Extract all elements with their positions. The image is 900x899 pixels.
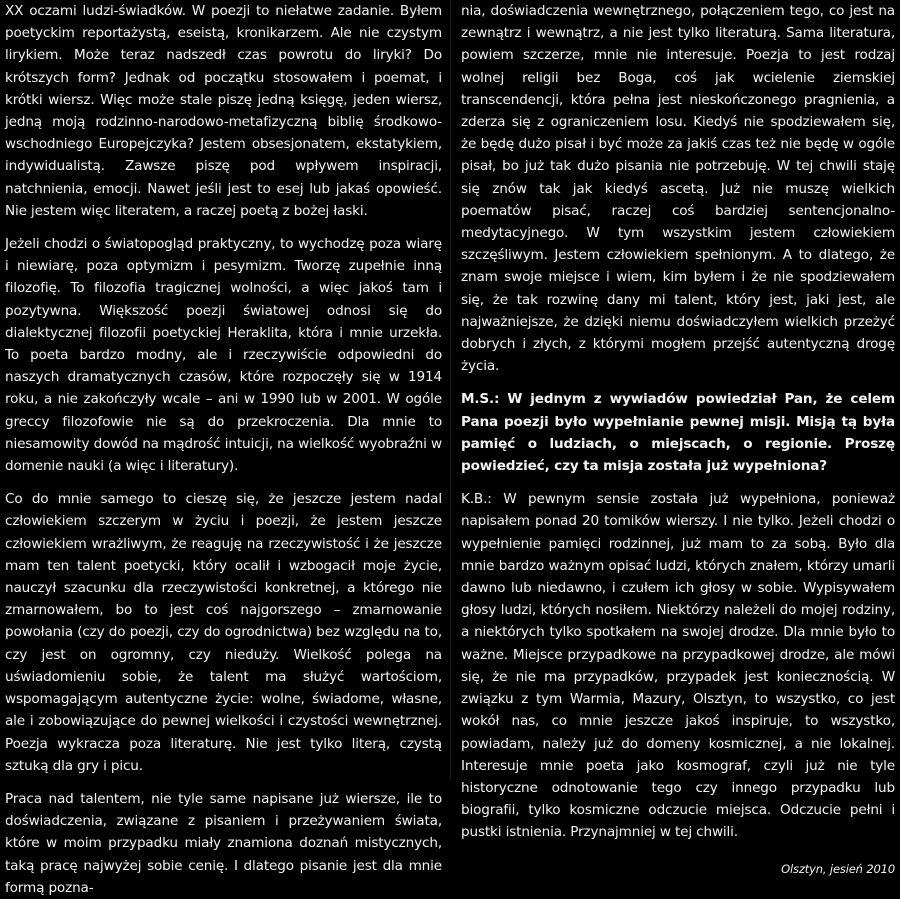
paragraph-continuation: nia, doświadczenia wewnętrznego, połączeniem tego, co jest na zewnątrz i wewnątrz, a nie jest tylko literaturą. Sama literatura, powiem szczerze, mnie nie interesuje. Poezja to jest rodzaj wolnej religii bez Boga, coś jak wcielenie ziemskiej transcendencji, która pełna jest nieskończonego pragnienia, a zderza się z ograniczeniem losu. Kiedyś nie spodziewałem się, że będę dużo pisał i być może za jakiś czas też nie będę w ogóle pisał, bo już tak dużo pisania nie potrzebuję. W tej chwili staję się znów tak jak kiedyś ascetą. Już nie muszę wielkich poematów pisać, raczej coś bardziej sentencjonalno-medytacyjnego. W tym wszystkim jestem człowiekiem szczęśliwym. Jestem człowiekiem spełnionym. A to dlatego, że znam swoje miejsce i wiem, kim byłem i że nie spodziewałem się, że tak rozwinę dany mi talent, który jest, jaki jest, ale najważniejsze, że dzięki niemu doświadczyłem wielkich przeżyć dobrych i złych, z którymi mogłem przejść autentyczną drogę życia. [461, 3, 895, 375]
paragraph: Co do mnie samego to cieszę się, że jeszcze jestem nadal człowiekiem szczerym w życiu i poezji, że jestem jeszcze człowiekiem wrażliwym, że reaguję na rzeczywistość i że jeszcze mam ten talent poetycki, który ocalił i wzbogacił moje życie, nauczył szacunku dla rzeczywistości konkretnej, a którego nie zmarnowałem, bo to jest coś najgorszego – zmarnowanie powołania (czy do poezji, czy do ogrodnictwa) bez względu na to, czy jest on ogromny, czy nieduży. Wielkość polega na uświadomieniu sobie, że talent ma służyć wartościom, wspomagającym autentyczne życie: wolne, świadome, własne, ale i zobowiązujące do pewnej wielkości i czystości wewnętrznej. Poezja wykracza poza literaturę. Nie jest tylko literą, czystą sztuką dla gry i picu. [5, 491, 442, 774]
right-column [461, 0, 895, 876]
left-column [5, 0, 442, 896]
column-divider [450, 0, 451, 779]
paragraph: Jeżeli chodzi o światopogląd praktyczny, to wychodzę poza wiarę i niewiarę, poza optymizm i pesymizm. Tworzę zupełnie inną filozofię. To filozofia tragicznej wolności, a więc jakoś tam i pozytywna. Większość poezji światowej odnosi się do dialektycznej filozofii poetyckiej Heraklita, która i mnie urzekła. To poeta bardzo modny, ale i rzeczywiście odpowiedni do naszych dramatycznych czasów, które rozpoczęły się w 1914 roku, a nie zakończyły wcale – ani w 1990 lub w 2001. W ogóle greccy filozofowie nie są do przekroczenia. Dla mnie to niesamowity dowód na mądrość intuicji, na wielkość wyobraźni w domenie nauki (a więc i literatury). [5, 236, 442, 475]
interview-answer: K.B.: W pewnym sensie została już wypełniona, ponieważ napisałem ponad 20 tomików wierszy. I nie tylko. Jeżeli chodzi o wypełnienie pamięci rodzinnej, już mam to za sobą. Było dla mnie bardzo ważnym opisać ludzi, których znałem, którzy umarli dawno lub niedawno, i czułem ich głosy w sobie. Wypisywałem głosy ludzi, których nosiłem. Niektórzy należeli do mojej rodziny, a niektórych tylko spotkałem na swojej drodze. Dla mnie było to ważne. Miejsce przypadkowe na przypadkowej drodze, ale mówi się, że nie ma przypadków, przypadek jest koniecznością. W związku z tym Warmia, Mazury, Olsztyn, to wszystko, co jest wokół nas, co mnie jeszcze jakoś inspiruje, to wszystko, powiadam, należy już do domeny kosmicznej, a nie lokalnej. Interesuje mnie poeta jako kosmograf, czyli już nie tyle historyczne odnotowanie tego czy innego przypadku lub biografii, tylko kosmiczne odczucie miejsca. Odczucie pełni i pustki istnienia. Przynajmniej w tej chwili. [461, 491, 895, 841]
paragraph: Praca nad talentem, nie tyle same napisane już wiersze, ile to doświadczenia, związane z pisaniem i przeżywaniem świata, które w moim przypadku miały znamiona doznań mistycznych, taką pracę najwyżej sobie cenię. I dlatego pisanie jest dla mnie formą pozna- [5, 790, 442, 896]
place-date-signature: Olsztyn, jesień 2010 [781, 861, 895, 876]
interview-question: M.S.: W jednym z wywiadów powiedział Pan, że celem Pana poezji było wypełnianie pewnej misji. Misją tą była pamięć o ludziach, o miejscach, o regionie. Proszę powiedzieć, czy ta misja została już wypełniona? [461, 391, 895, 475]
paragraph: XX oczami ludzi-świadków. W poezji to niełatwe zadanie. Byłem poetyckim reportażystą, eseistą, kronikarzem. Ale nie czystym lirykiem. Może teraz nadszedł czas powrotu do liryki? Do krótszych form? Jednak od początku stosowałem i poemat, i krótki wiersz. Więc może stale piszę jedną księgę, jeden wiersz, jedną moją rodzinno-narodowo-metafizyczną biblię środkowo-wschodniego Europejczyka? Jestem obsesjonatem, ekstatykiem, indywidualistą. Zawsze piszę pod wpływem inspiracji, natchnienia, emocji. Nawet jeśli jest to esej lub jakaś opowieść. Nie jestem więc literatem, a raczej poetą z bożej łaski. [5, 3, 442, 219]
